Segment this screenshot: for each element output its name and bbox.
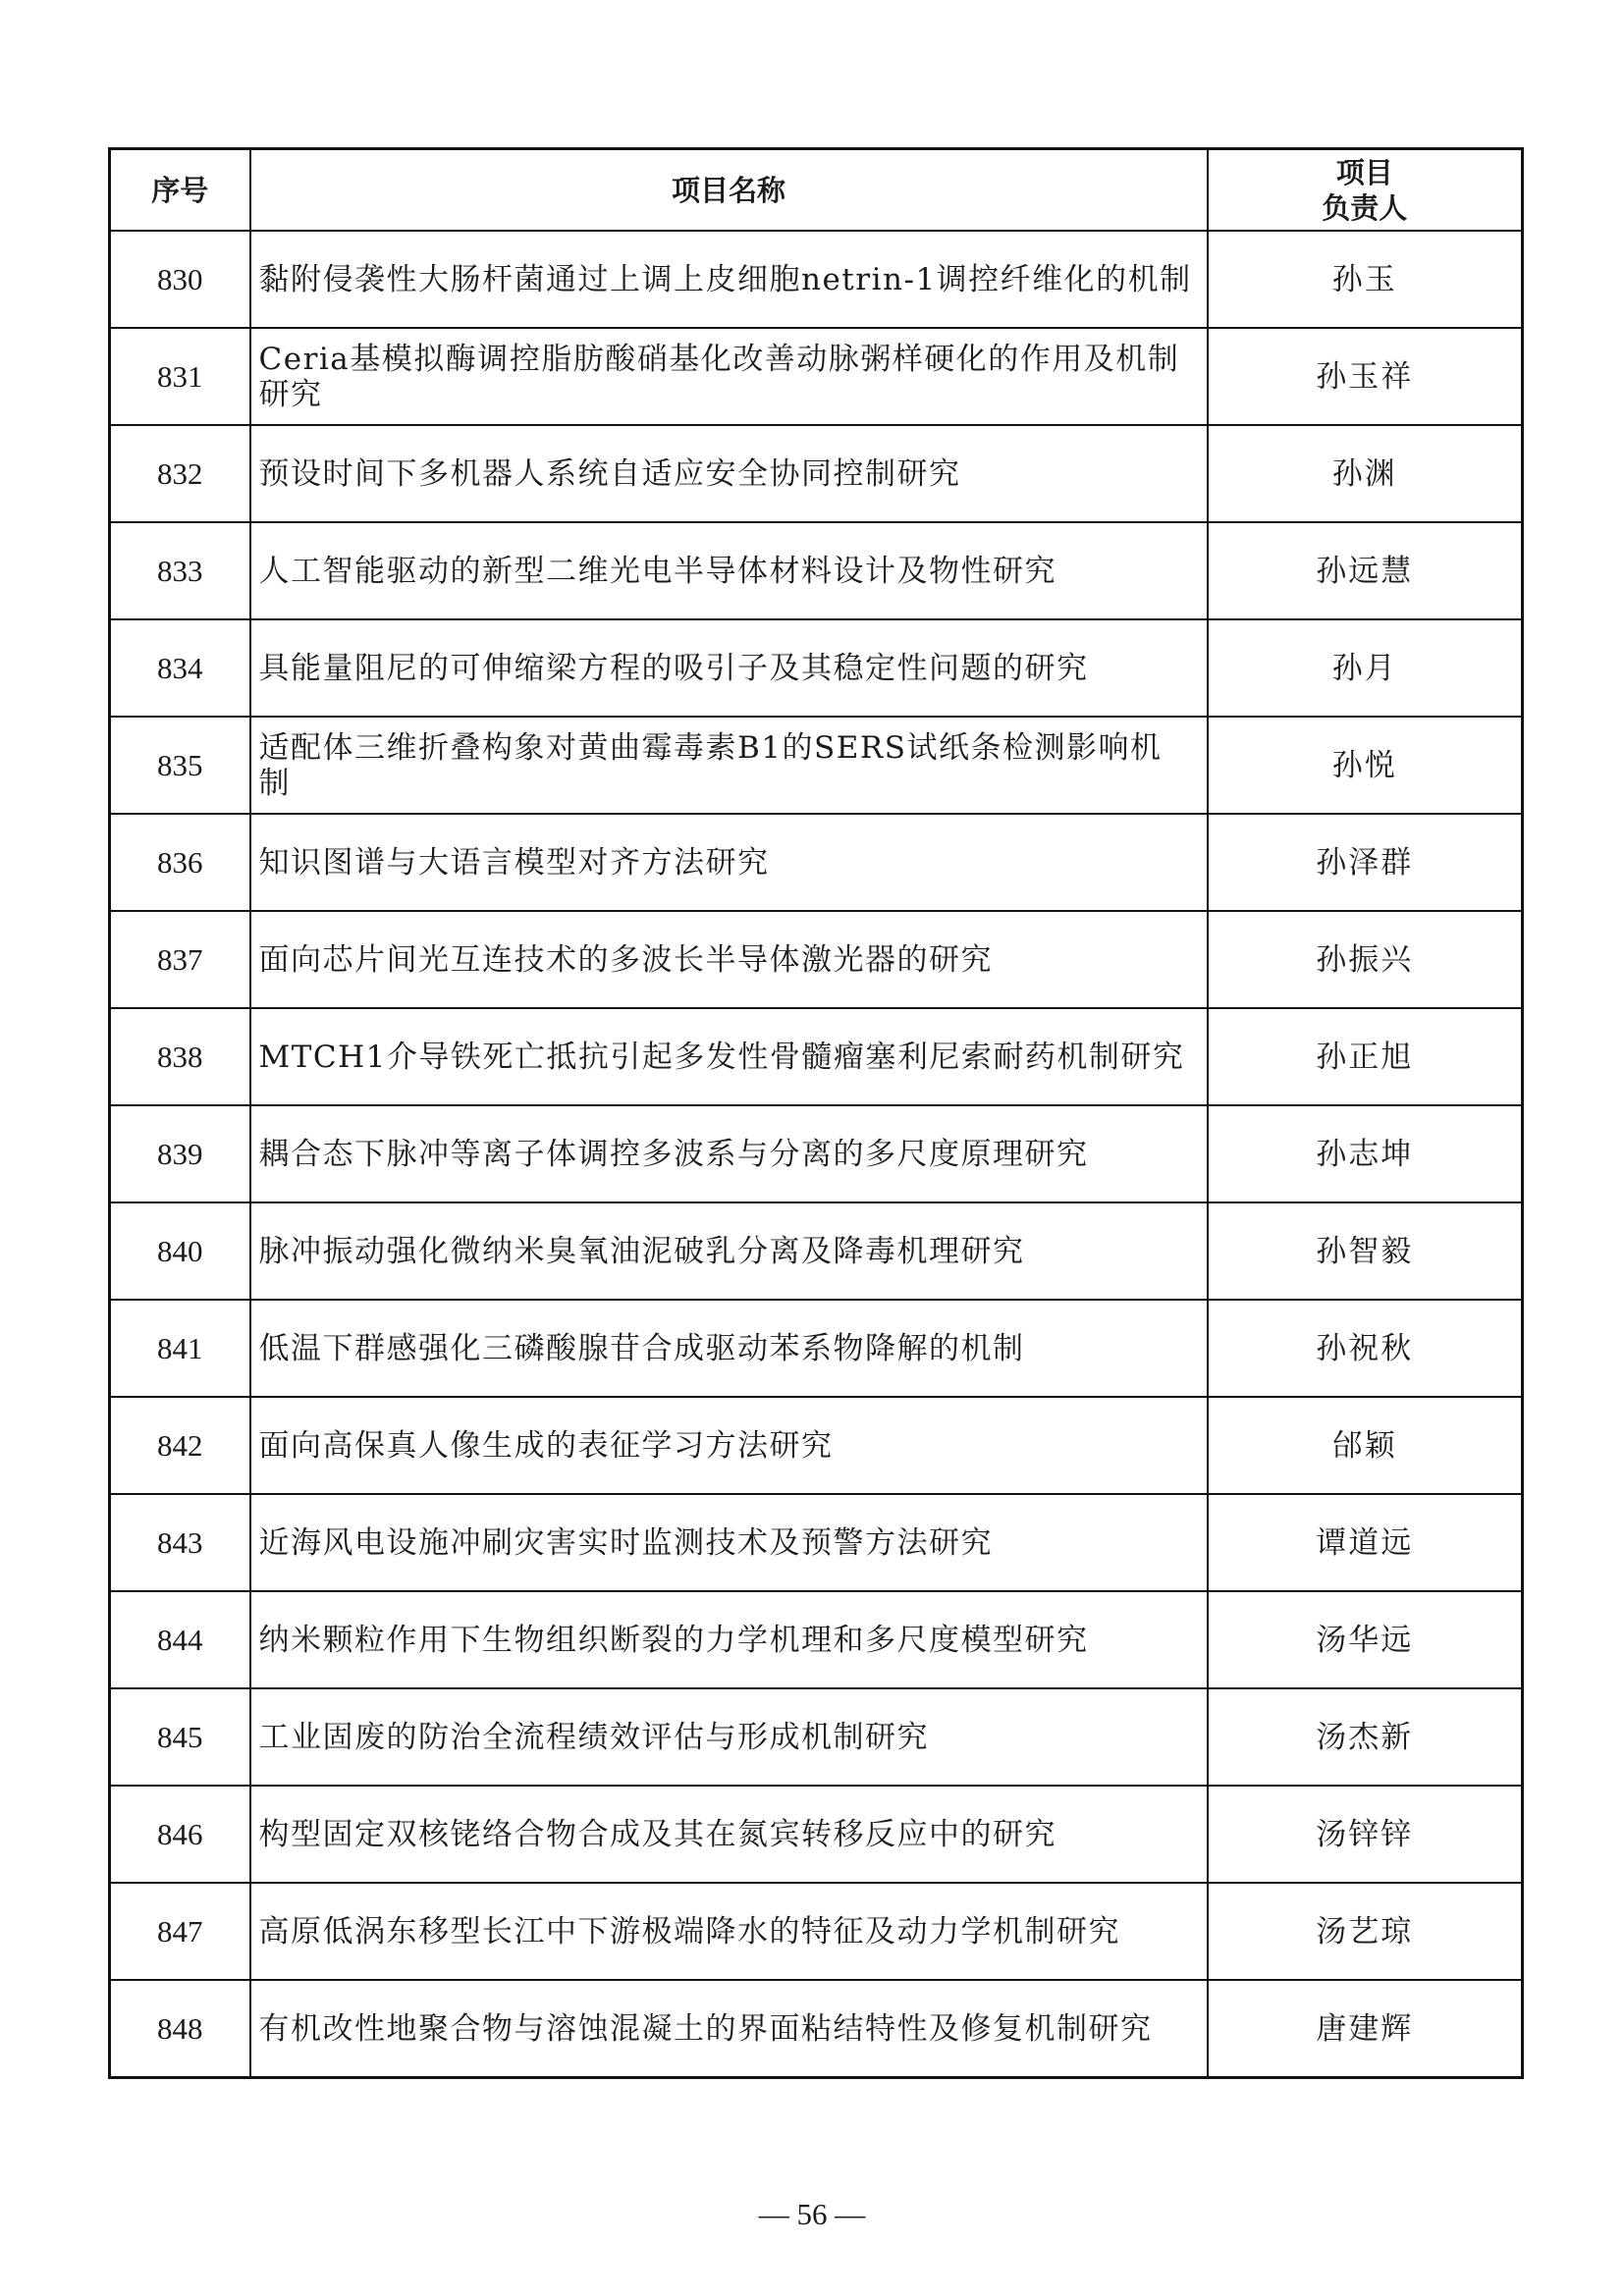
row-project-name: 低温下群感强化三磷酸腺苷合成驱动苯系物降解的机制 <box>250 1300 1208 1397</box>
table-row <box>110 1202 1523 1300</box>
row-project-name: 知识图谱与大语言模型对齐方法研究 <box>250 814 1208 911</box>
row-project-lead: 孙泽群 <box>1208 814 1523 911</box>
row-project-lead: 孙祝秋 <box>1208 1300 1523 1397</box>
row-index: 834 <box>110 619 250 717</box>
row-project-lead: 汤华远 <box>1208 1591 1523 1688</box>
row-project-lead: 汤杰新 <box>1208 1688 1523 1786</box>
table-row <box>110 1008 1523 1105</box>
table-header-row <box>110 149 1523 232</box>
row-project-name: 高原低涡东移型长江中下游极端降水的特征及动力学机制研究 <box>250 1883 1208 1980</box>
row-index: 831 <box>110 328 250 425</box>
row-project-lead: 唐建辉 <box>1208 1980 1523 2078</box>
row-index: 842 <box>110 1397 250 1494</box>
table-row <box>110 619 1523 717</box>
row-project-lead: 孙远慧 <box>1208 522 1523 619</box>
header-lead-line1: 项目 <box>1335 155 1393 189</box>
row-project-lead: 孙志坤 <box>1208 1105 1523 1202</box>
row-project-name: 近海风电设施冲刷灾害实时监测技术及预警方法研究 <box>250 1494 1208 1591</box>
table-row <box>110 1397 1523 1494</box>
table-row <box>110 1883 1523 1980</box>
row-index: 837 <box>110 911 250 1008</box>
row-project-name: 具能量阻尼的可伸缩梁方程的吸引子及其稳定性问题的研究 <box>250 619 1208 717</box>
row-project-lead: 孙振兴 <box>1208 911 1523 1008</box>
table-body <box>110 231 1523 2078</box>
table-row <box>110 911 1523 1008</box>
table-row <box>110 1300 1523 1397</box>
row-project-lead: 孙玉祥 <box>1208 328 1523 425</box>
table-row <box>110 425 1523 522</box>
table-row <box>110 1786 1523 1883</box>
table-row <box>110 1591 1523 1688</box>
table-row <box>110 1105 1523 1202</box>
row-index: 836 <box>110 814 250 911</box>
row-index: 844 <box>110 1591 250 1688</box>
row-index: 846 <box>110 1786 250 1883</box>
row-index: 841 <box>110 1300 250 1397</box>
row-project-name: 脉冲振动强化微纳米臭氧油泥破乳分离及降毒机理研究 <box>250 1202 1208 1300</box>
row-project-name: 面向高保真人像生成的表征学习方法研究 <box>250 1397 1208 1494</box>
row-project-name: 面向芯片间光互连技术的多波长半导体激光器的研究 <box>250 911 1208 1008</box>
row-project-name: 适配体三维折叠构象对黄曲霉毒素B1的SERS试纸条检测影响机制 <box>250 717 1208 814</box>
table-row <box>110 1980 1523 2078</box>
row-project-lead: 孙月 <box>1208 619 1523 717</box>
table-row <box>110 522 1523 619</box>
row-index: 847 <box>110 1883 250 1980</box>
row-project-lead: 孙正旭 <box>1208 1008 1523 1105</box>
row-index: 840 <box>110 1202 250 1300</box>
table-row <box>110 814 1523 911</box>
row-project-lead: 孙渊 <box>1208 425 1523 522</box>
row-project-lead: 孙智毅 <box>1208 1202 1523 1300</box>
header-index: 序号 <box>110 149 250 232</box>
header-lead-line2: 负责人 <box>1322 190 1408 225</box>
project-table <box>108 147 1524 2079</box>
row-index: 832 <box>110 425 250 522</box>
row-index: 843 <box>110 1494 250 1591</box>
row-project-name: 耦合态下脉冲等离子体调控多波系与分离的多尺度原理研究 <box>250 1105 1208 1202</box>
row-project-name: Ceria基模拟酶调控脂肪酸硝基化改善动脉粥样硬化的作用及机制研究 <box>250 328 1208 425</box>
row-project-name: 人工智能驱动的新型二维光电半导体材料设计及物性研究 <box>250 522 1208 619</box>
row-project-lead: 邰颖 <box>1208 1397 1523 1494</box>
table-row <box>110 717 1523 814</box>
row-index: 830 <box>110 231 250 328</box>
row-index: 838 <box>110 1008 250 1105</box>
row-project-name: 工业固废的防治全流程绩效评估与形成机制研究 <box>250 1688 1208 1786</box>
page-number: — 56 — <box>758 2197 866 2231</box>
row-project-lead: 孙悦 <box>1208 717 1523 814</box>
row-project-name: 有机改性地聚合物与溶蚀混凝土的界面粘结特性及修复机制研究 <box>250 1980 1208 2078</box>
table-row <box>110 328 1523 425</box>
row-index: 845 <box>110 1688 250 1786</box>
header-project-name: 项目名称 <box>250 149 1208 232</box>
row-project-name: 预设时间下多机器人系统自适应安全协同控制研究 <box>250 425 1208 522</box>
row-project-lead: 汤艺琼 <box>1208 1883 1523 1980</box>
row-project-name: 纳米颗粒作用下生物组织断裂的力学机理和多尺度模型研究 <box>250 1591 1208 1688</box>
row-index: 833 <box>110 522 250 619</box>
row-index: 835 <box>110 717 250 814</box>
row-index: 839 <box>110 1105 250 1202</box>
table-row <box>110 231 1523 328</box>
row-project-name: 构型固定双核铑络合物合成及其在氮宾转移反应中的研究 <box>250 1786 1208 1883</box>
row-project-name: MTCH1介导铁死亡抵抗引起多发性骨髓瘤塞利尼索耐药机制研究 <box>250 1008 1208 1105</box>
table-row <box>110 1494 1523 1591</box>
header-project-lead <box>1208 149 1523 232</box>
table-row <box>110 1688 1523 1786</box>
row-project-lead: 孙玉 <box>1208 231 1523 328</box>
row-project-name: 黏附侵袭性大肠杆菌通过上调上皮细胞netrin-1调控纤维化的机制 <box>250 231 1208 328</box>
row-index: 848 <box>110 1980 250 2078</box>
row-project-lead: 汤锌锌 <box>1208 1786 1523 1883</box>
row-project-lead: 谭道远 <box>1208 1494 1523 1591</box>
